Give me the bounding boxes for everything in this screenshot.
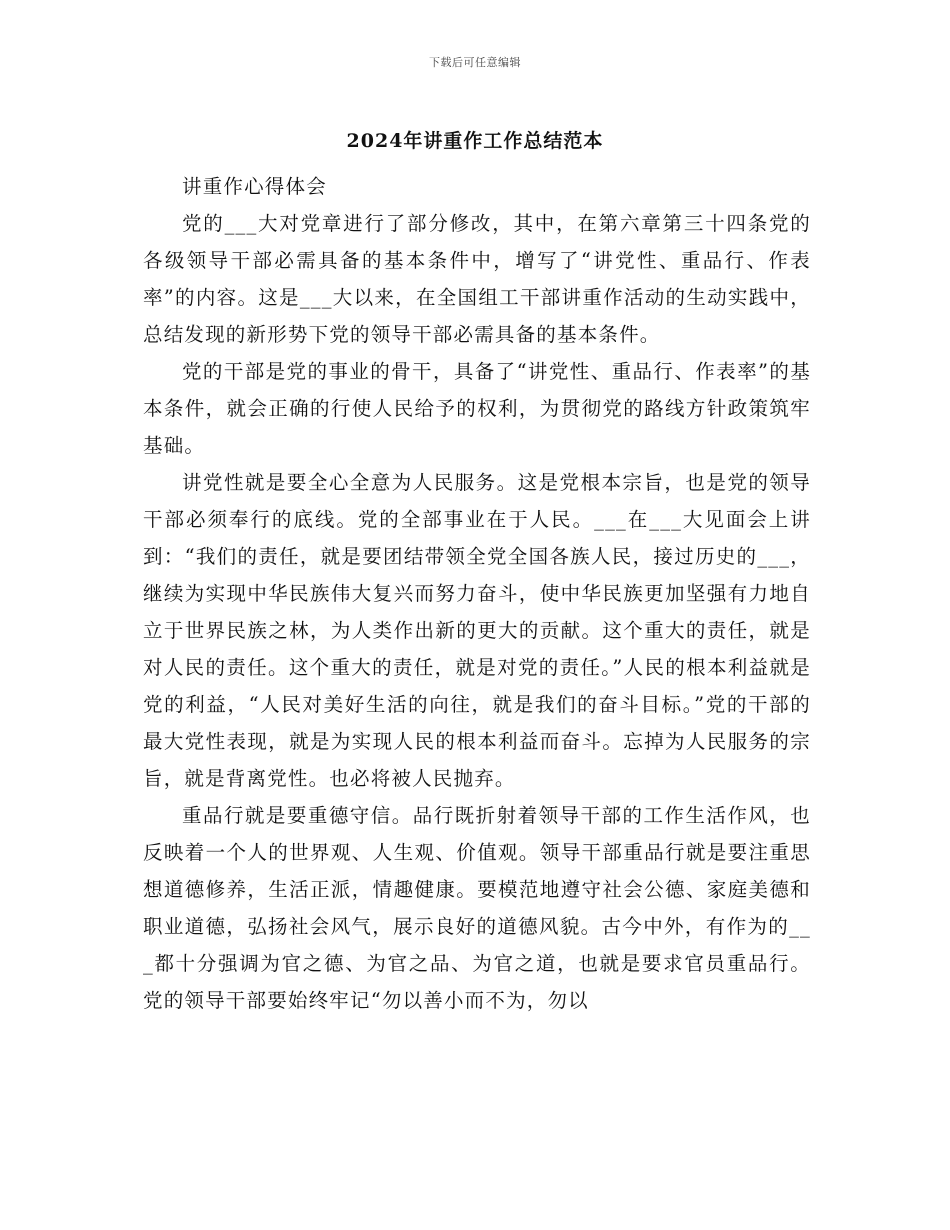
paragraph-party-constitution: 党的___大对党章进行了部分修改，其中，在第六章第三十四条党的各级领导干部必需具备的基本条件中，增写了“讲党性、重品行、作表率”的内容。这是___大以来，在全国组工干部讲重作活动的生动实践中，总结发现的新形势下党的领导干部必需具备的基本条件。 xyxy=(143,212,811,346)
paragraph-party-spirit: 讲党性就是要全心全意为人民服务。这是党根本宗旨，也是党的领导干部必须奉行的底线。党的全部事业在于人民。___在___大见面会上讲到：“我们的责任，就是要团结带领全党全国各族人民，接过历史的___，继续为实现中华民族伟大复兴而努力奋斗，使中华民族更加坚强有力地自立于世界民族之林，为人类作出新的更大的贡献。这个重大的责任，就是对人民的责任。这个重大的责任，就是对党的责任。”人民的根本利益就是党的利益，“人民对美好生活的向往，就是我们的奋斗目标。”党的干部的最大党性表现，就是为实现人民的根本利益而奋斗。忘掉为人民服务的宗旨，就是背离党性。也必将被人民抛弃。 xyxy=(143,471,811,790)
header-note: 下载后可任意编辑 xyxy=(429,56,521,69)
subtitle-paragraph: 讲重作心得体会 xyxy=(182,175,327,198)
paragraph-party-cadres: 党的干部是党的事业的骨干，具备了“讲党性、重品行、作表率”的基本条件，就会正确的行使人民给予的权利，为贯彻党的路线方针政策筑牢基础。 xyxy=(143,360,811,457)
document-title: 2024年讲重作工作总结范本 xyxy=(346,130,604,152)
paragraph-moral-conduct: 重品行就是要重德守信。品行既折射着领导干部的工作生活作风，也反映着一个人的世界观、人生观、价值观。领导干部重品行就是要注重思想道德修养，生活正派，情趣健康。要模范地遵守社会公德、家庭美德和职业道德，弘扬社会风气，展示良好的道德风貌。古今中外，有作为的___都十分强调为官之德、为官之品、为官之道，也就是要求官员重品行。党的领导干部要始终牢记“勿以善小而不为，勿以 xyxy=(143,804,811,1012)
document-body xyxy=(143,168,811,1019)
